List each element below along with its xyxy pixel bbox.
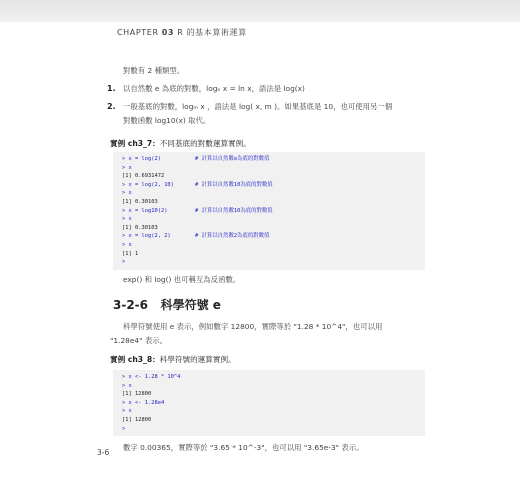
code-line: [122, 258, 425, 267]
code-line: [122, 181, 425, 190]
chapter-number: 03: [161, 28, 175, 37]
intro-text: 對數有 2 種類型。: [123, 66, 185, 75]
code-command: > x = log(2, 10): [122, 181, 174, 188]
code-output: [1] 0.30103: [122, 198, 158, 205]
page-number: 3-6: [97, 448, 110, 457]
code-command: > x = log(2): [122, 156, 161, 162]
chapter-label: CHAPTER: [117, 28, 159, 37]
code-line: [122, 224, 425, 233]
list-number-2: 2.: [107, 102, 116, 111]
code-line: [122, 241, 425, 250]
code-command: > x = log(2, 2): [122, 233, 171, 240]
code-line: [122, 164, 425, 173]
section-heading: [113, 296, 221, 313]
list-item-1: 以自然數 e 為底的對數，logₑ x = ln x，語法是 log(x): [123, 84, 305, 93]
code-command: > x: [122, 190, 132, 197]
chapter-header: [117, 27, 247, 38]
code-line: [122, 232, 425, 241]
code-command: >: [122, 259, 126, 266]
example-desc: 不同基底的對數運算實例。: [159, 139, 251, 148]
example-title-ch3-7: [110, 138, 251, 149]
example-title-ch3-8: [110, 354, 236, 365]
code-line: [122, 198, 425, 207]
code-command: > x: [122, 241, 132, 248]
section-paragraph-line2: "1.28e4" 表示。: [110, 336, 168, 345]
code-command: > x <- 1.28e4: [122, 399, 165, 406]
code-command: > x: [122, 216, 132, 223]
page-header-bar: [0, 0, 520, 22]
code-command: > x: [122, 382, 132, 389]
example-label: 實例 ch3_7：: [110, 139, 160, 148]
code-line: [122, 215, 425, 224]
code-line: [122, 189, 425, 198]
code-command: > x: [122, 408, 132, 415]
code-line: [122, 155, 425, 164]
code-output: [1] 12800: [122, 416, 152, 423]
code-line: [122, 172, 425, 181]
code-line: [122, 207, 425, 216]
code-line: [122, 250, 425, 259]
code-command: > x: [122, 164, 132, 171]
code-command: > x <- 1.28 * 10^4: [122, 374, 181, 380]
code-command: >: [122, 425, 126, 432]
section-number: 3-2-6: [113, 298, 149, 312]
section-title: 科學符號 e: [160, 298, 221, 312]
section-paragraph-line1: 科學符號使用 e 表示，例如數字 12800，實際等於 "1.28 * 10^4"，也可以用: [123, 322, 383, 331]
code-command: > x = log10(2): [122, 207, 168, 214]
code-comment: # 計算以自然數2為底的對數值: [195, 233, 270, 240]
chapter-title: R 的基本算術運算: [177, 28, 247, 37]
example-desc: 科學符號的運算實例。: [159, 355, 236, 364]
code-comment: # 計算以自然數10為底的對數值: [195, 181, 273, 188]
list-item-2-line2: 對數函數 log10(x) 取代。: [123, 116, 211, 125]
list-number-1: 1.: [107, 84, 116, 93]
code-block-ch3-7: [113, 152, 425, 270]
code-comment: # 計算以自然數e為底的對數值: [195, 156, 270, 162]
code-comment: # 計算以自然數10為底的對數值: [195, 207, 273, 214]
code-output: [1] 0.30103: [122, 224, 158, 231]
example-label: 實例 ch3_8：: [110, 355, 160, 364]
note-inverse-functions: exp() 和 log() 也可稱互為反函數。: [123, 275, 241, 284]
list-item-2-line1: 一般基底的對數，logₘ x ，語法是 log( x, m )。如果基底是 10，也可使用另一個: [123, 102, 393, 111]
code-output: [1] 1: [122, 250, 139, 257]
note-scientific-example: 數字 0.00365，實際等於 "3.65 * 10^-3"，也可以用 "3.65e-3" 表示。: [123, 443, 364, 452]
code-output: [1] 12800: [122, 391, 152, 398]
code-block-ch3-8: [113, 370, 425, 436]
code-output: [1] 0.6931472: [122, 173, 165, 180]
